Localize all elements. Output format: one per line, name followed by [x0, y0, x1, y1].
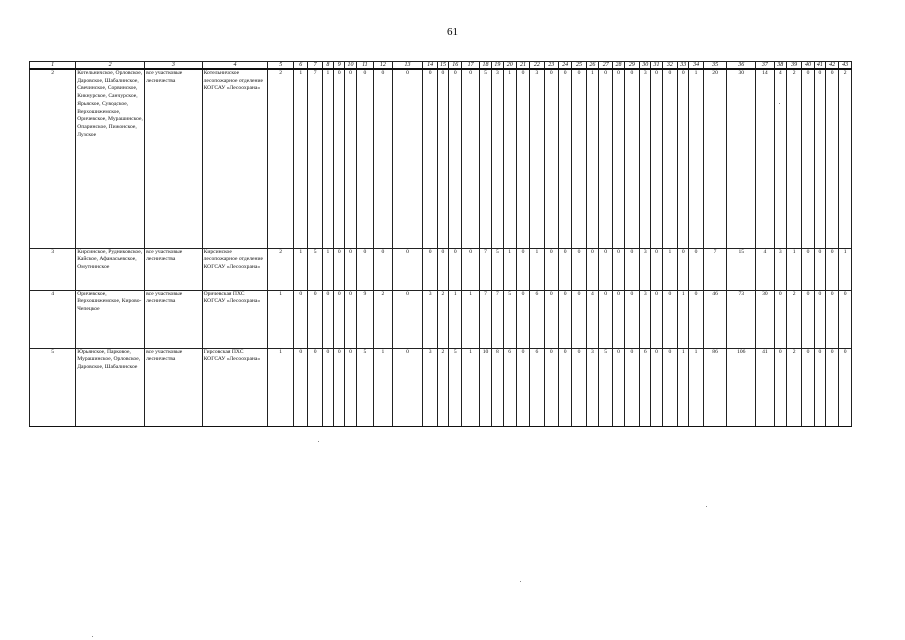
table-row — [30, 348, 852, 426]
value-cell: 0 — [825, 348, 838, 426]
scan-speck — [520, 581, 521, 582]
value-cell: 7 — [479, 248, 491, 290]
organization-cell: Кирсинское лесопожарное отделение КОГСАУ «Лесоохрана» — [202, 248, 268, 290]
value-cell: 3 — [423, 290, 437, 348]
value-cell: 86 — [703, 348, 727, 426]
value-cell: 0 — [558, 348, 571, 426]
value-cell: 0 — [374, 248, 392, 290]
value-cell: 1 — [689, 69, 703, 248]
districts-cell: Юрьянское, Парковое, Мурашинское, Орловское, Даровское, Шабалинское — [76, 348, 145, 426]
page-number: 61 — [447, 26, 458, 38]
value-cell: 3 — [640, 69, 651, 248]
value-cell: 0 — [558, 290, 571, 348]
value-cell: 0 — [689, 248, 703, 290]
column-header: 42 — [825, 62, 838, 70]
column-header: 14 — [423, 62, 437, 70]
value-cell: 10 — [479, 348, 491, 426]
value-cell: 0 — [624, 348, 639, 426]
value-cell: 0 — [613, 348, 624, 426]
column-header: 9 — [334, 62, 345, 70]
value-cell: 0 — [516, 248, 529, 290]
value-cell: 0 — [599, 248, 613, 290]
value-cell: 0 — [308, 348, 322, 426]
value-cell: 7 — [308, 69, 322, 248]
value-cell: 1 — [689, 348, 703, 426]
table-row — [30, 248, 852, 290]
value-cell: 4 — [756, 248, 774, 290]
value-cell: 7 — [479, 290, 491, 348]
value-cell: 5 — [356, 348, 373, 426]
value-cell: 1 — [503, 69, 516, 248]
value-cell: 0 — [802, 69, 814, 248]
value-cell: 5 — [449, 348, 462, 426]
forestry-cell: все участковые лесничества — [145, 348, 203, 426]
value-cell: 1 — [268, 348, 294, 426]
row-number-cell: 3 — [30, 248, 76, 290]
value-cell: 2 — [437, 348, 448, 426]
value-cell: 0 — [774, 348, 786, 426]
value-cell: 0 — [586, 248, 598, 290]
value-cell: 0 — [334, 248, 345, 290]
value-cell: 8 — [492, 348, 503, 426]
column-header: 4 — [202, 62, 268, 70]
column-header: 31 — [651, 62, 662, 70]
organization-cell: Гирсовская ПХС КОГСАУ «Лесоохрана» — [202, 348, 268, 426]
value-cell: 0 — [572, 248, 586, 290]
value-cell: 0 — [802, 248, 814, 290]
value-cell: 0 — [651, 69, 662, 248]
value-cell: 0 — [558, 248, 571, 290]
value-cell: 5 — [308, 248, 322, 290]
column-header: 6 — [294, 62, 308, 70]
value-cell: 0 — [392, 69, 423, 248]
value-cell: 0 — [839, 348, 852, 426]
value-cell: 6 — [530, 348, 544, 426]
value-cell: 0 — [322, 348, 333, 426]
value-cell: 0 — [839, 290, 852, 348]
value-cell: 0 — [423, 248, 437, 290]
value-cell: 2 — [268, 69, 294, 248]
value-cell: 0 — [814, 348, 825, 426]
value-cell: 1 — [374, 348, 392, 426]
value-cell: 0 — [462, 69, 479, 248]
table-row — [30, 290, 852, 348]
value-cell: 1 — [530, 248, 544, 290]
value-cell: 0 — [689, 290, 703, 348]
fire-station-table — [29, 61, 852, 427]
column-header: 7 — [308, 62, 322, 70]
value-cell: 3 — [640, 248, 651, 290]
column-header: 23 — [544, 62, 558, 70]
value-cell: 1 — [462, 348, 479, 426]
column-number-row — [30, 62, 852, 70]
column-header: 34 — [689, 62, 703, 70]
value-cell: 14 — [756, 69, 774, 248]
row-number-cell: 4 — [30, 290, 76, 348]
column-header: 5 — [268, 62, 294, 70]
value-cell: 0 — [662, 69, 677, 248]
value-cell: 4 — [586, 290, 598, 348]
value-cell: 0 — [678, 69, 689, 248]
column-header: 37 — [756, 62, 774, 70]
value-cell: 5 — [503, 290, 516, 348]
column-header: 21 — [516, 62, 529, 70]
column-header: 26 — [586, 62, 598, 70]
value-cell: 7 — [492, 290, 503, 348]
column-header: 30 — [640, 62, 651, 70]
value-cell: 0 — [449, 69, 462, 248]
value-cell: 30 — [756, 290, 774, 348]
value-cell: 1 — [678, 290, 689, 348]
value-cell: 0 — [516, 290, 529, 348]
value-cell: 2 — [786, 290, 801, 348]
column-header: 18 — [479, 62, 491, 70]
value-cell: 3 — [530, 69, 544, 248]
value-cell: 0 — [516, 69, 529, 248]
value-cell: 2 — [786, 69, 801, 248]
column-header: 35 — [703, 62, 727, 70]
value-cell: 0 — [294, 290, 308, 348]
value-cell: 0 — [334, 69, 345, 248]
value-cell: 3 — [492, 69, 503, 248]
districts-cell: Котельничское, Орловское, Даровское, Шабалинское, Свечинское, Сорвинское, Кикнурское, Санчурское, Ярьяское, Суводское, Верхошижемское, Оричевское, Мурашинское, Опаринское, Пижонское, Лузское — [76, 69, 145, 248]
value-cell: 2 — [374, 290, 392, 348]
value-cell: 2 — [437, 290, 448, 348]
value-cell: 0 — [544, 348, 558, 426]
column-header: 25 — [572, 62, 586, 70]
value-cell: 3 — [640, 290, 651, 348]
column-header: 16 — [449, 62, 462, 70]
value-cell: 0 — [624, 69, 639, 248]
value-cell: 1 — [294, 248, 308, 290]
value-cell: 0 — [345, 248, 356, 290]
value-cell: 1 — [586, 69, 598, 248]
value-cell: 46 — [703, 290, 727, 348]
value-cell: 106 — [727, 348, 756, 426]
value-cell: 1 — [839, 248, 852, 290]
scan-speck — [779, 103, 780, 104]
value-cell: 0 — [814, 290, 825, 348]
value-cell: 73 — [727, 290, 756, 348]
value-cell: 0 — [814, 69, 825, 248]
column-header: 28 — [613, 62, 624, 70]
value-cell: 30 — [727, 69, 756, 248]
districts-cell: Кирсинское, Рудниковское, Кайское, Афанасьевское, Омутнинское — [76, 248, 145, 290]
value-cell: 6 — [503, 348, 516, 426]
value-cell: 3 — [774, 248, 786, 290]
value-cell: 0 — [294, 348, 308, 426]
scan-speck — [92, 636, 93, 637]
column-header: 13 — [392, 62, 423, 70]
value-cell: 1 — [786, 248, 801, 290]
value-cell: 0 — [437, 69, 448, 248]
value-cell: 1 — [503, 248, 516, 290]
value-cell: 0 — [392, 248, 423, 290]
column-header: 2 — [76, 62, 145, 70]
column-header: 39 — [786, 62, 801, 70]
value-cell: 0 — [814, 248, 825, 290]
value-cell: 0 — [356, 69, 373, 248]
value-cell: 0 — [449, 248, 462, 290]
column-header: 38 — [774, 62, 786, 70]
value-cell: 0 — [462, 248, 479, 290]
value-cell: 0 — [613, 248, 624, 290]
column-header: 36 — [727, 62, 756, 70]
value-cell: 7 — [703, 248, 727, 290]
column-header: 12 — [374, 62, 392, 70]
value-cell: 15 — [727, 248, 756, 290]
value-cell: 0 — [345, 348, 356, 426]
value-cell: 0 — [662, 348, 677, 426]
column-header: 10 — [345, 62, 356, 70]
value-cell: 5 — [479, 69, 491, 248]
column-header: 1 — [30, 62, 76, 70]
value-cell: 6 — [530, 290, 544, 348]
value-cell: 3 — [586, 348, 598, 426]
column-header: 20 — [503, 62, 516, 70]
row-number-cell: 2 — [30, 69, 76, 248]
value-cell: 2 — [839, 69, 852, 248]
forestry-cell: все участковые лесничества — [145, 248, 203, 290]
value-cell: 0 — [651, 248, 662, 290]
column-header: 32 — [662, 62, 677, 70]
column-header: 19 — [492, 62, 503, 70]
value-cell: 0 — [558, 69, 571, 248]
value-cell: 0 — [825, 69, 838, 248]
value-cell: 2 — [268, 248, 294, 290]
row-number-cell: 5 — [30, 348, 76, 426]
value-cell: 0 — [613, 290, 624, 348]
value-cell: 0 — [662, 290, 677, 348]
value-cell: 1 — [662, 248, 677, 290]
column-header: 24 — [558, 62, 571, 70]
value-cell: 0 — [423, 69, 437, 248]
value-cell: 5 — [599, 348, 613, 426]
value-cell: 5 — [492, 248, 503, 290]
value-cell: 0 — [392, 348, 423, 426]
value-cell: 0 — [802, 348, 814, 426]
table-row — [30, 69, 852, 248]
column-header: 43 — [839, 62, 852, 70]
districts-cell: Оричевское, Верхошижемское, Кирово-Чепецкое — [76, 290, 145, 348]
column-header: 29 — [624, 62, 639, 70]
value-cell: 2 — [786, 348, 801, 426]
value-cell: 1 — [462, 290, 479, 348]
value-cell: 4 — [774, 69, 786, 248]
value-cell: 1 — [322, 69, 333, 248]
value-cell: 1 — [449, 290, 462, 348]
value-cell: 0 — [651, 290, 662, 348]
organization-cell: Оричевская ПХС КОГСАУ «Лесоохрана» — [202, 290, 268, 348]
forestry-cell: все участковые лесничества — [145, 69, 203, 248]
value-cell: 0 — [544, 290, 558, 348]
value-cell: 1 — [294, 69, 308, 248]
value-cell: 0 — [345, 290, 356, 348]
column-header: 33 — [678, 62, 689, 70]
column-header: 11 — [356, 62, 373, 70]
column-header: 40 — [802, 62, 814, 70]
value-cell: 0 — [544, 248, 558, 290]
value-cell: 1 — [678, 348, 689, 426]
value-cell: 0 — [544, 69, 558, 248]
value-cell: 0 — [624, 290, 639, 348]
value-cell: 0 — [374, 69, 392, 248]
column-header: 15 — [437, 62, 448, 70]
column-header: 17 — [462, 62, 479, 70]
value-cell: 0 — [308, 290, 322, 348]
value-cell: 3 — [423, 348, 437, 426]
forestry-cell: все участковые лесничества — [145, 290, 203, 348]
value-cell: 0 — [345, 69, 356, 248]
scan-speck — [706, 506, 707, 507]
value-cell: 0 — [802, 290, 814, 348]
column-header: 3 — [145, 62, 203, 70]
value-cell: 0 — [572, 69, 586, 248]
value-cell: 0 — [356, 248, 373, 290]
value-cell: 0 — [825, 290, 838, 348]
value-cell: 0 — [624, 248, 639, 290]
value-cell: 0 — [613, 69, 624, 248]
value-cell: 0 — [334, 290, 345, 348]
value-cell: 9 — [356, 290, 373, 348]
value-cell: 0 — [392, 290, 423, 348]
column-header: 22 — [530, 62, 544, 70]
value-cell: 0 — [572, 348, 586, 426]
value-cell: 41 — [756, 348, 774, 426]
column-header: 41 — [814, 62, 825, 70]
value-cell: 0 — [599, 290, 613, 348]
column-header: 8 — [322, 62, 333, 70]
value-cell: 6 — [640, 348, 651, 426]
value-cell: 1 — [268, 290, 294, 348]
value-cell: 0 — [774, 290, 786, 348]
value-cell: 0 — [651, 348, 662, 426]
value-cell: 0 — [516, 348, 529, 426]
value-cell: 0 — [334, 348, 345, 426]
column-header: 27 — [599, 62, 613, 70]
value-cell: 0 — [572, 290, 586, 348]
value-cell: 0 — [599, 69, 613, 248]
value-cell: 0 — [322, 290, 333, 348]
organization-cell: Котельничское лесопожарное отделение КОГСАУ «Лесоохрана» — [202, 69, 268, 248]
scan-speck — [318, 441, 319, 442]
value-cell: 0 — [678, 248, 689, 290]
value-cell: 0 — [437, 248, 448, 290]
table-body — [30, 69, 852, 426]
value-cell: 1 — [322, 248, 333, 290]
value-cell: 20 — [703, 69, 727, 248]
value-cell: 0 — [825, 248, 838, 290]
